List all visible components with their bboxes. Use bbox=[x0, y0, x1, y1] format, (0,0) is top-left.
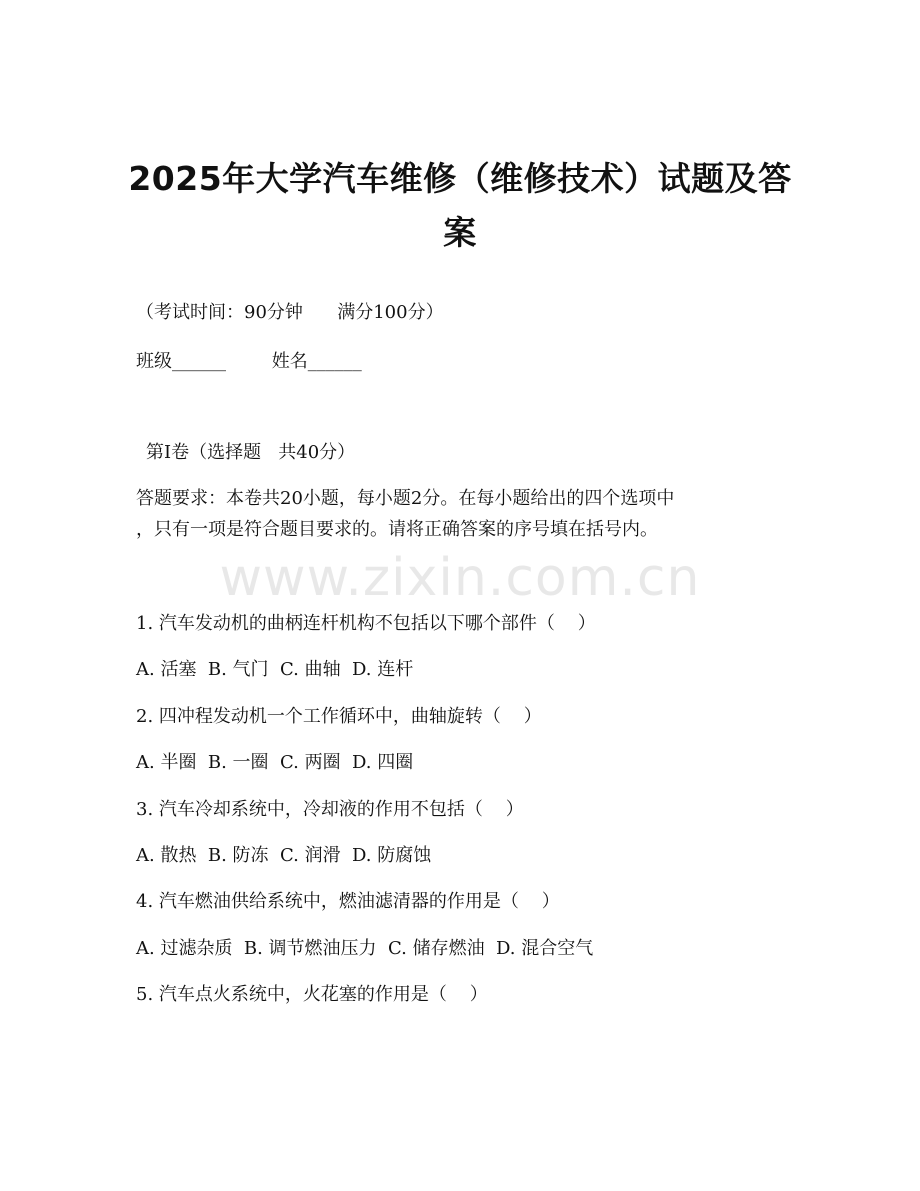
document-title: 2025年大学汽车维修（维修技术）试题及答案 bbox=[128, 159, 792, 252]
question-2-options: A. 半圈 B. 一圈 C. 两圈 D. 四圈 bbox=[136, 752, 414, 773]
class-label: 班级______ bbox=[136, 351, 226, 372]
instructions-line-1: 答题要求：本卷共20小题，每小题2分。在每小题给出的四个选项中 bbox=[136, 488, 675, 509]
name-label: 姓名______ bbox=[271, 351, 362, 372]
instructions-line-2: ，只有一项是符合题目要求的。请将正确答案的序号填在括号内。 bbox=[136, 519, 658, 540]
question-2: 2. 四冲程发动机一个工作循环中，曲轴旋转（ ） bbox=[136, 706, 542, 727]
watermark: www.zixin.com.cn bbox=[219, 548, 701, 608]
class-name-line bbox=[136, 349, 362, 375]
question-1-options: A. 活塞 B. 气门 C. 曲轴 D. 连杆 bbox=[136, 659, 414, 680]
question-4: 4. 汽车燃油供给系统中，燃油滤清器的作用是（ ） bbox=[136, 891, 560, 912]
section-title: 第I卷（选择题 共40分） bbox=[146, 442, 356, 463]
question-4-options: A. 过滤杂质 B. 调节燃油压力 C. 储存燃油 D. 混合空气 bbox=[136, 938, 594, 959]
question-5: 5. 汽车点火系统中，火花塞的作用是（ ） bbox=[136, 984, 488, 1005]
exam-info: （考试时间：90分钟 满分100分） bbox=[136, 302, 444, 323]
question-3-options: A. 散热 B. 防冻 C. 润滑 D. 防腐蚀 bbox=[136, 845, 432, 866]
question-3: 3. 汽车冷却系统中，冷却液的作用不包括（ ） bbox=[136, 799, 524, 820]
question-1: 1. 汽车发动机的曲柄连杆机构不包括以下哪个部件（ ） bbox=[136, 613, 596, 634]
